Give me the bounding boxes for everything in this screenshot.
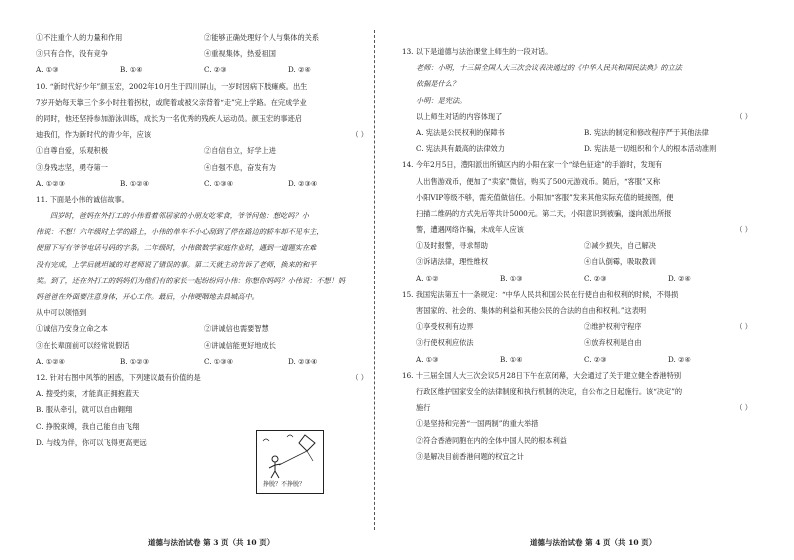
q14-options-row1 — [402, 242, 758, 258]
q14-line — [402, 210, 758, 226]
q15-paren-row — [402, 323, 758, 339]
answer-choice: A. ①②③ — [36, 178, 66, 188]
q16-option — [402, 453, 758, 469]
q11-story — [36, 261, 392, 277]
answer-choice: B. ①②④ — [120, 178, 150, 188]
question-text: 警，遭遇网络诈骗，未成年人应该 — [416, 225, 524, 235]
q10-answers — [36, 180, 392, 196]
q10-line — [36, 99, 392, 115]
q15-answers — [402, 356, 758, 372]
story-text: 伟说：不想！六年级时上学的路上，小伟的单车不小心刮到了停在路边的轿车却不见车主， — [36, 227, 324, 237]
q11-lead — [36, 309, 392, 325]
question-text: 16. 十三届全国人大三次会议5月28日下午在京闭幕，大会通过了关于建立健全香港特别 — [402, 370, 682, 380]
q11-options-row2 — [36, 342, 392, 358]
page-footer-right: 道德与法治试卷 第 4 页（共 10 页） — [530, 537, 657, 547]
question-text: 行政区维护国家安全的法律制度和执行机制的决定，自公布之日起施行。该“决定”的 — [416, 386, 683, 396]
option: ④自认倒霉，吸取教训 — [584, 257, 656, 267]
question-text: 10. “新时代好少年”颜玉宏，2002年10月生于四川屏山，一岁时因病下肢瘫痪。出生 — [36, 81, 308, 91]
q12-option — [36, 406, 392, 422]
option: ①是坚持和完善“一国两制”的重大举措 — [416, 419, 539, 429]
q13-lead — [402, 113, 758, 129]
question-text: 人出售游戏币，便加了“卖家”微信，购买了500元游戏币。随后，“客服”又称 — [416, 176, 661, 186]
q10-line — [36, 115, 392, 131]
right-page — [402, 48, 758, 469]
question-text: 迪我们，作为新时代的青少年，应该 — [36, 130, 152, 140]
dialog-text: 小明：是宪法。 — [416, 95, 467, 105]
q11-story — [36, 244, 392, 260]
q11-story — [36, 212, 392, 228]
question-text: 施行 — [416, 403, 431, 413]
answer-paren: （ ） — [351, 372, 368, 382]
q10-line — [36, 131, 392, 147]
q12-option — [36, 390, 392, 406]
question-text: 从中可以领悟到 — [36, 308, 87, 318]
answer-choice: C. ①③④ — [204, 178, 234, 188]
option: ①享受权利有边界 — [416, 322, 474, 332]
question-text: 12. 针对右图中风筝的困惑，下列建议最有价值的是 — [36, 372, 201, 382]
q14-line — [402, 178, 758, 194]
kite-cartoon — [256, 430, 324, 494]
option: ②自信自立，好学上进 — [204, 146, 276, 156]
option: ①自尊自爱，乐观积极 — [36, 146, 108, 156]
question-text: 13. 以下是道德与法治课堂上师生的一段对话。 — [402, 47, 553, 56]
option: ④自强不息，奋发有为 — [204, 162, 276, 172]
option: ②能够正确处理好个人与集体的关系 — [204, 33, 320, 42]
q13-dialog — [402, 97, 758, 113]
q13-dialog — [402, 64, 758, 80]
question-text: 14. 今年2月5日，澧阳派出所镇区内的小阳在家一个“绿色征途”的手游时，发现有 — [402, 160, 663, 170]
q10-options-row1 — [36, 147, 392, 163]
answer-choice: C. ①③④ — [204, 356, 234, 366]
question-text: 小阳VIP等级不够，需充值做信任。小阳加“客服”发来其他实际充值的链接图，便 — [416, 192, 674, 202]
option: ②符合香港同胞在内的全体中国人民的根本利益 — [416, 435, 567, 445]
q14-options-row2 — [402, 258, 758, 274]
kite-icon — [257, 431, 323, 481]
q13-head — [402, 48, 758, 64]
option: A. 搜受约束，才能真正拥抱蓝天 — [36, 389, 140, 399]
option: ②减少损失，自己解决 — [584, 241, 656, 251]
q11-head — [36, 196, 392, 212]
answer-paren: （ ） — [351, 130, 368, 140]
q14-answers — [402, 275, 758, 291]
answer-choice: C. ②③ — [584, 273, 607, 283]
q12-option — [36, 439, 392, 455]
option: ④讲诚信能更好地成长 — [204, 340, 276, 350]
option: ③只有合作，没有竞争 — [36, 49, 108, 59]
answer-choice: A. ①②④ — [36, 356, 66, 366]
question-text: 15. 我国宪法第五十一条规定：“中华人民共和国公民在行使自由和权利的时候，不得损 — [402, 289, 679, 299]
answer-choice: D. ②④ — [288, 65, 311, 75]
answer-paren: （ ） — [735, 403, 752, 413]
q10-line — [36, 83, 392, 99]
question-text: 害国家的、社会的、集体的利益和其他公民的合法的自由和权利。”这表明 — [416, 306, 647, 315]
q9-options-row1 — [36, 34, 392, 50]
q13-options-row1 — [402, 129, 758, 145]
option: ③是解决目前香港问题的权宜之计 — [416, 451, 524, 461]
q14-line — [402, 226, 758, 242]
story-text: 四岁时，爸妈在外打工的小伟看着邻居家的小朋友吃零食，爷爷问他：想吃吗？小 — [50, 211, 309, 221]
q15-line — [402, 291, 758, 307]
question-text: 11. 下面是小伟的诚信故事。 — [36, 194, 129, 204]
option: ①诚信乃安身立命之本 — [36, 324, 108, 334]
dialog-text: 依据是什么？ — [416, 79, 460, 89]
option: ③行使权利应依法 — [416, 338, 474, 348]
left-page — [36, 34, 392, 455]
page-divider — [374, 30, 375, 530]
option: D. 与线为伴，你可以飞得更高更远 — [36, 437, 147, 447]
answer-choice: D. ②④ — [668, 354, 691, 364]
question-text: 7岁开始每天靠三个多小时拄着拐杖，或爬着或被父亲背着“走”完上学路。在完成学业 — [36, 97, 307, 107]
option: ①不注重个人的力量和作用 — [36, 33, 123, 42]
option: ③诉诸法律，理性维权 — [416, 257, 488, 267]
option: ②维护权利守程序 — [584, 322, 642, 332]
option: C. 宪法具有最高的法律效力 — [416, 144, 505, 154]
answer-choice: C. ②③ — [204, 65, 227, 75]
story-text: 妈爸爸在外面要注意身体，开心工作。最后，小伟哽咽地去县城高中。 — [36, 292, 259, 301]
option: ④放弃权利是自由 — [584, 338, 642, 348]
answer-choice: D. ②④ — [668, 273, 691, 283]
answer-paren: （ ） — [735, 111, 752, 121]
answer-choice: A. ①③ — [416, 354, 439, 364]
q9-options-row2 — [36, 50, 392, 66]
answer-choice: B. ①③ — [500, 273, 523, 283]
option: ③身残志坚，勇夺第一 — [36, 162, 108, 172]
q15-line — [402, 307, 758, 323]
answer-choice: D. ②③④ — [288, 178, 318, 188]
page-footer-left: 道德与法治试卷 第 3 页（共 10 页） — [148, 537, 275, 547]
q11-options-row1 — [36, 325, 392, 341]
option: ④重视集体，热爱祖国 — [204, 49, 276, 59]
answer-choice: A. ①③ — [36, 65, 59, 75]
option: B. 宪法的制定和修改程序严于其他法律 — [584, 127, 709, 137]
answer-choice: B. ①④ — [120, 65, 143, 75]
answer-choice: B. ①④ — [500, 354, 523, 364]
answer-paren: （ ） — [735, 322, 752, 332]
story-text: 没有完成，上学后就坦诚的对老师说了错误的事。第二天就主动告诉了老师，换来的和平 — [36, 259, 317, 269]
dialog-text: 老师：小明，十三届全国人大三次会议表决通过的《中华人民共和国民法典》的立法 — [416, 63, 682, 73]
question-text: 以上师生对话的内容体现了 — [416, 111, 503, 121]
answer-paren: （ ） — [735, 225, 752, 235]
q11-story — [36, 293, 392, 309]
q13-options-row2 — [402, 145, 758, 161]
q16-line — [402, 388, 758, 404]
option: ①及时报警，寻求帮助 — [416, 241, 488, 251]
q11-answers — [36, 358, 392, 374]
question-text: 的同时，他还坚持参加游泳训练，成长为一名优秀的残疾人运动员。颜玉宏的事迹启 — [36, 113, 302, 123]
q12-option — [36, 423, 392, 439]
q16-line — [402, 404, 758, 420]
story-text: 奖。到了，还在外打工的妈妈们为他们有的家长一起纷纷问小伟：你想你妈吗？小伟说：不想！妈 — [36, 275, 346, 285]
q14-line — [402, 161, 758, 177]
question-text: 扫描二维码的方式先后等共计5000元。第二天，小阳意识到被骗，遂向派出所报 — [416, 208, 672, 218]
q11-story — [36, 277, 392, 293]
q15-options-row2 — [402, 339, 758, 355]
option: A. 宪法是公民权利的保障书 — [416, 127, 505, 137]
story-text: 便留下写有爷爷电话号码的字条。二年级时，小伟做数学家庭作业时，遇到一道题实在难 — [36, 243, 317, 253]
q14-line — [402, 194, 758, 210]
answer-choice: A. ①② — [416, 273, 439, 283]
option: D. 宪法是一切组织和个人的根本活动准则 — [584, 144, 717, 154]
q13-dialog — [402, 80, 758, 96]
option: ③在长辈面前可以经常说假话 — [36, 340, 130, 350]
answer-choice: B. ①②③ — [120, 356, 150, 366]
answer-choice: D. ②③④ — [288, 356, 318, 366]
cartoon-caption: 挣脱？不挣脱？ — [263, 481, 306, 488]
q16-line — [402, 372, 758, 388]
option: ②讲诚信也需要智慧 — [204, 324, 269, 334]
option: B. 服从牵引，就可以自由翱翔 — [36, 405, 133, 415]
q12-head — [36, 374, 392, 390]
answer-choice: C. ②③ — [584, 354, 607, 364]
option: C. 挣脱束缚，我自己能自由飞翔 — [36, 421, 140, 431]
q16-option — [402, 420, 758, 436]
q11-story — [36, 228, 392, 244]
q10-options-row2 — [36, 164, 392, 180]
q16-option — [402, 437, 758, 453]
q9-answers — [36, 66, 392, 82]
